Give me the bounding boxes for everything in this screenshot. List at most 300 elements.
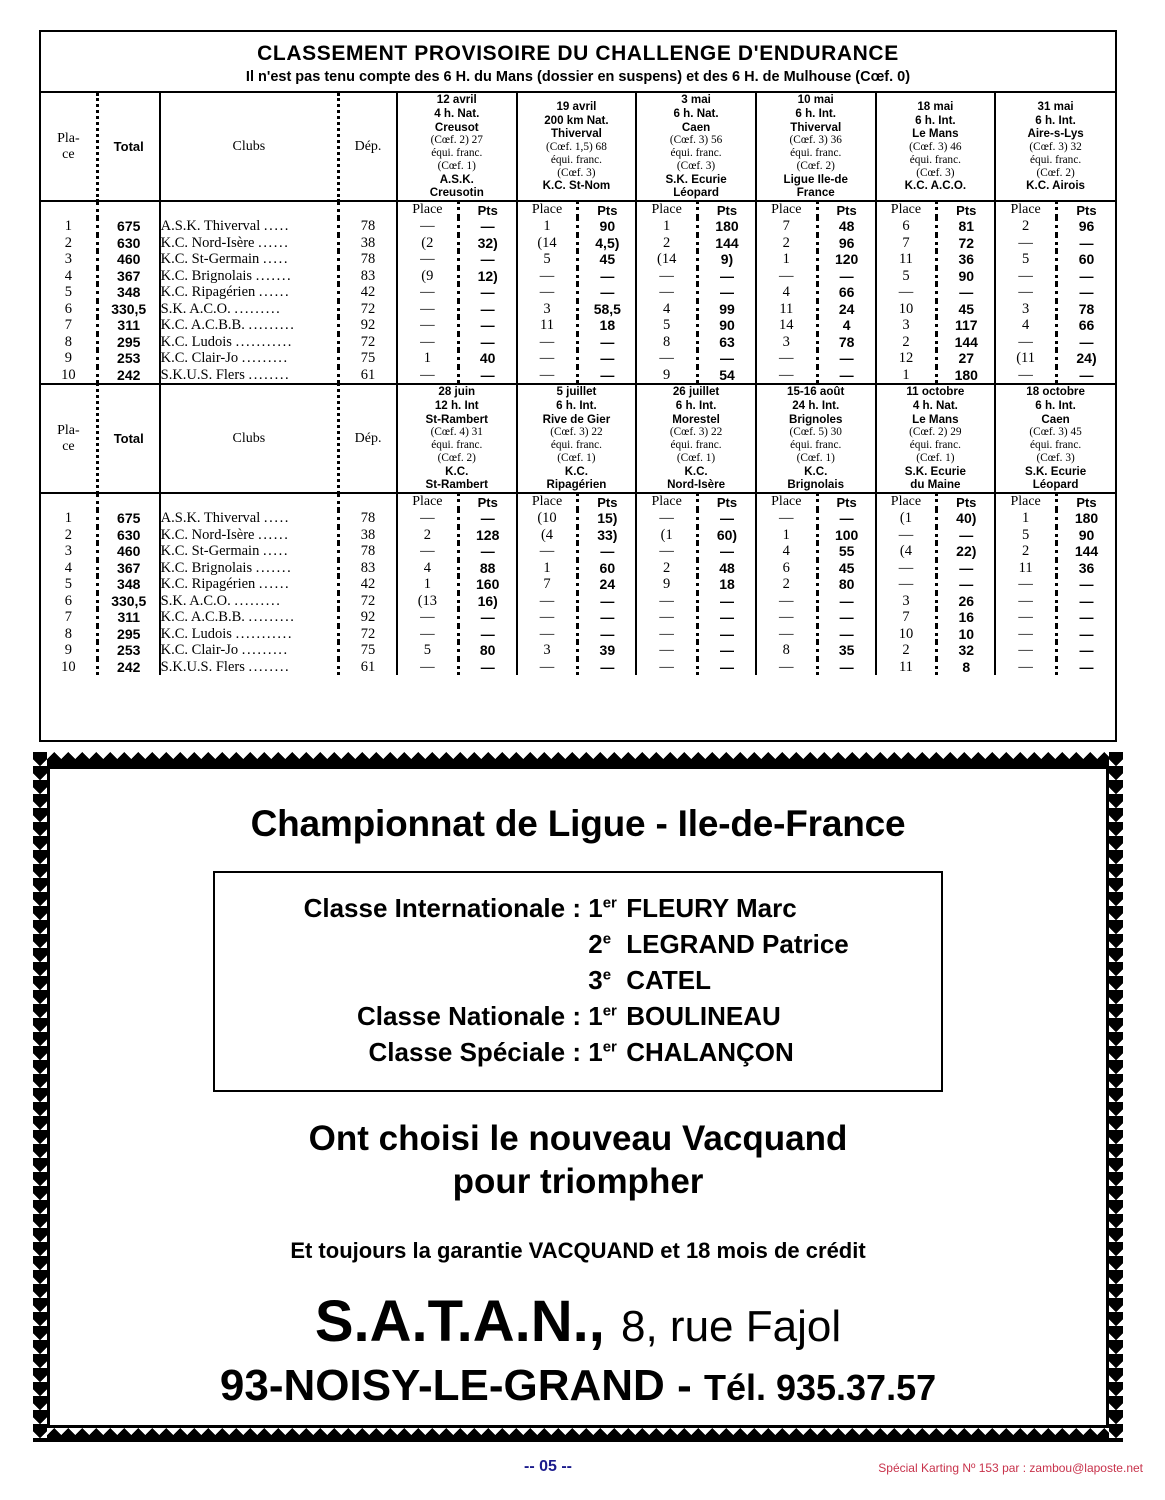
ad-class-line-5 (225, 1035, 931, 1071)
cell-event-place: — (636, 543, 697, 560)
cell-event-place: — (995, 593, 1056, 610)
cell-event-place: 5 (636, 317, 697, 334)
cell-event-place: 9 (636, 576, 697, 593)
cell-event-place: 2 (636, 560, 697, 577)
cell-event-pts: 90 (698, 317, 756, 334)
cell-dep: 78 (339, 218, 397, 235)
cell-place: 5 (41, 284, 97, 301)
cell-event-pts: 90 (1078, 526, 1095, 543)
cell-event-place: 4 (636, 301, 697, 318)
ad-class-line-3 (225, 963, 931, 999)
cell-club: K.C. Brignolais ....... (160, 560, 339, 577)
table-row (41, 659, 1115, 676)
cell-event-place: — (756, 659, 817, 676)
cell-event-place: — (636, 642, 697, 659)
table-row (41, 642, 1115, 659)
table-row (41, 317, 1115, 334)
cell-total: 460 (97, 543, 159, 560)
cell-event-place: — (995, 334, 1056, 351)
cell-event-pts: 32) (458, 235, 516, 252)
cell-event-place: 2 (636, 235, 697, 252)
ad-address: 8, rue Fajol (621, 1301, 842, 1351)
cell-place: 1 (41, 510, 97, 527)
cell-event-place: 11 (995, 560, 1056, 577)
cell-event-place: — (397, 218, 458, 235)
cell-club: K.C. St-Germain ..... (160, 543, 339, 560)
cell-event-place: (1 (876, 510, 937, 527)
ad-class-rank: 2e (588, 928, 612, 959)
cell-event-pts: — (1079, 234, 1094, 251)
cell-event-place: — (756, 593, 817, 610)
cell-event-place: 3 (517, 642, 578, 659)
ad-class-label: Classe Internationale : (303, 893, 581, 923)
zigzag-border-left (33, 752, 47, 1442)
cell-event-place: (13 (397, 593, 458, 610)
classement-table-block (39, 30, 1117, 742)
cell-event-pts: 180 (698, 218, 756, 235)
cell-event-place: 2 (756, 235, 817, 252)
cell-club: K.C. Ripagérien ...... (160, 576, 339, 593)
header-clubs: Clubs (160, 93, 339, 201)
cell-dep: 92 (339, 609, 397, 626)
subheader-place-5: Place (876, 493, 937, 510)
cell-event-pts: — (937, 284, 995, 301)
cell-event-place: 5 (517, 251, 578, 268)
cell-dep: 78 (339, 251, 397, 268)
cell-event-place: — (995, 367, 1056, 384)
cell-event-pts: — (578, 284, 636, 301)
cell-place: 9 (41, 642, 97, 659)
cell-event-place: (10 (517, 510, 578, 527)
cell-event-pts: 32 (937, 642, 995, 659)
ad-class-line-1 (225, 891, 931, 927)
cell-event-place: (11 (995, 350, 1056, 367)
cell-event-pts: — (817, 510, 875, 527)
spacer-total (97, 493, 159, 510)
ad-class-name: CATEL (626, 964, 711, 995)
cell-event-pts: — (578, 350, 636, 367)
cell-event-place: 7 (756, 218, 817, 235)
cell-club: A.S.K. Thiverval ..... (160, 218, 339, 235)
cell-dep: 61 (339, 367, 397, 384)
scan-credit: Spécial Karting Nº 153 par : zambou@laposte.net (878, 1461, 1143, 1475)
cell-event-pts: 33) (578, 527, 636, 544)
advertisement-block (33, 752, 1123, 1442)
cell-event-place: — (517, 334, 578, 351)
zigzag-border-top (33, 752, 1123, 766)
cell-event-place: — (397, 251, 458, 268)
event-header-row (41, 384, 1115, 493)
cell-event-pts: 60) (698, 527, 756, 544)
event-header-2: 5 juillet 6 h. Int. Rive de Gier (Cœf. 3) 22 équi. franc. (Cœf. 1) K.C. Ripagérien (517, 384, 637, 493)
cell-event-place: — (756, 609, 817, 626)
cell-event-pts: — (1079, 658, 1094, 675)
cell-event-pts: 100 (817, 527, 875, 544)
cell-event-pts: — (1079, 284, 1094, 300)
cell-event-place: — (636, 268, 697, 285)
ad-class-name: BOULINEAU (626, 1000, 781, 1031)
cell-event-place: — (876, 576, 937, 593)
cell-event-place: — (397, 510, 458, 527)
cell-event-place: — (756, 367, 817, 384)
ad-class-name: FLEURY Marc (626, 893, 797, 923)
cell-event-pts: — (817, 593, 875, 610)
cell-place: 2 (41, 527, 97, 544)
cell-event-place: — (397, 334, 458, 351)
ad-slogan (50, 1118, 1106, 1203)
page-footer (0, 1458, 1165, 1488)
cell-event-place: — (636, 609, 697, 626)
ad-class-name: CHALANÇON (626, 1036, 794, 1067)
cell-event-place: — (517, 543, 578, 560)
cell-event-place: 5 (995, 527, 1056, 544)
cell-event-place: — (397, 659, 458, 676)
cell-club: K.C. St-Germain ..... (160, 251, 339, 268)
cell-event-pts: 117 (937, 317, 995, 334)
cell-place: 7 (41, 609, 97, 626)
cell-event-pts: 40 (458, 350, 516, 367)
cell-event-place: — (397, 626, 458, 643)
cell-event-place: 2 (876, 334, 937, 351)
subheader-pts-4: Pts (817, 493, 875, 510)
cell-event-pts: 88 (458, 560, 516, 577)
cell-event-pts: — (458, 317, 516, 334)
event-header-5: 11 octobre 4 h. Nat. Le Mans (Cœf. 2) 29 équi. franc. (Cœf. 1) S.K. Ecurie du Maine (876, 384, 996, 493)
header-clubs: Clubs (160, 384, 339, 493)
cell-event-pts: — (458, 367, 516, 384)
cell-total: 630 (97, 235, 159, 252)
ad-brand: S.A.T.A.N., (314, 1288, 605, 1354)
cell-event-pts: — (817, 626, 875, 643)
cell-total: 348 (97, 284, 159, 301)
cell-event-place: 3 (876, 593, 937, 610)
cell-event-place: — (756, 510, 817, 527)
cell-event-pts: — (698, 268, 756, 285)
cell-event-pts: 80 (817, 576, 875, 593)
table-row (41, 251, 1115, 268)
cell-event-pts: 40) (937, 510, 995, 527)
cell-event-pts: 60 (578, 560, 636, 577)
cell-total: 630 (97, 527, 159, 544)
cell-event-place: — (995, 609, 1056, 626)
cell-dep: 78 (339, 543, 397, 560)
cell-club: K.C. Nord-Isère ...... (160, 527, 339, 544)
cell-event-place: 11 (517, 317, 578, 334)
spacer-clubs (160, 201, 339, 218)
cell-event-pts: — (458, 543, 516, 560)
subheader-place-2: Place (517, 201, 578, 218)
cell-event-place: — (397, 543, 458, 560)
table-row (41, 527, 1115, 544)
cell-event-pts: 36 (937, 251, 995, 268)
cell-event-pts: 36 (1078, 559, 1095, 576)
zigzag-border-bottom (33, 1428, 1123, 1442)
cell-event-place: 1 (517, 218, 578, 235)
cell-club: K.C. A.C.B.B. ......... (160, 317, 339, 334)
table-row (41, 560, 1115, 577)
cell-dep: 83 (339, 560, 397, 577)
ad-telephone: Tél. 935.37.57 (703, 1366, 937, 1408)
subheader-place-1: Place (397, 201, 458, 218)
cell-event-pts: — (698, 642, 756, 659)
cell-event-pts: 45 (817, 560, 875, 577)
cell-event-pts: — (578, 609, 636, 626)
cell-event-place: 4 (756, 284, 817, 301)
cell-club: S.K. A.C.O. ......... (160, 301, 339, 318)
subheader-pts-3: Pts (698, 493, 756, 510)
cell-event-pts: — (1079, 333, 1094, 350)
cell-event-place: 1 (517, 560, 578, 577)
cell-event-place: 2 (995, 543, 1056, 560)
cell-event-pts: 90 (937, 268, 995, 285)
table-row (41, 218, 1115, 235)
cell-event-pts: — (578, 268, 636, 285)
cell-place: 8 (41, 626, 97, 643)
cell-event-pts: 96 (817, 235, 875, 252)
cell-event-pts: — (698, 626, 756, 643)
cell-total: 311 (97, 609, 159, 626)
table-row (41, 367, 1115, 384)
cell-event-place: 3 (995, 301, 1056, 318)
cell-event-pts: — (578, 659, 636, 676)
cell-event-pts: 45 (937, 301, 995, 318)
cell-event-place: — (636, 350, 697, 367)
cell-event-pts: — (817, 268, 875, 285)
cell-event-pts: — (1079, 642, 1094, 658)
cell-event-pts: — (578, 543, 636, 560)
cell-club: K.C. Ludois ........... (160, 334, 339, 351)
cell-event-place: 1 (397, 350, 458, 367)
cell-event-place: — (397, 301, 458, 318)
cell-event-pts: — (1079, 366, 1094, 383)
cell-event-pts: — (937, 527, 995, 544)
cell-event-pts: — (698, 284, 756, 301)
cell-event-place: 3 (517, 301, 578, 318)
cell-event-place: 2 (756, 576, 817, 593)
cell-event-place: (14 (636, 251, 697, 268)
cell-event-pts: 4,5) (578, 235, 636, 252)
event-header-3: 26 juillet 6 h. Int. Morestel (Cœf. 3) 22 équi. franc. (Cœf. 1) K.C. Nord-Isère (636, 384, 756, 493)
ad-city-line (50, 1361, 1106, 1411)
subheader-pts-4: Pts (817, 201, 875, 218)
cell-event-pts: — (1079, 609, 1094, 625)
cell-event-place: 2 (995, 218, 1056, 235)
cell-event-place: 5 (876, 268, 937, 285)
cell-event-place: — (876, 284, 937, 301)
cell-event-place: 1 (397, 576, 458, 593)
header-dep: Dép. (339, 93, 397, 201)
standings-table-top (41, 93, 1115, 383)
ad-city: 93-NOISY-LE-GRAND (219, 1360, 665, 1410)
cell-dep: 83 (339, 268, 397, 285)
event-header-3: 3 mai 6 h. Nat. Caen (Cœf. 3) 56 équi. franc. (Cœf. 3) S.K. Ecurie Léopard (636, 93, 756, 201)
ad-class-name: LEGRAND Patrice (626, 928, 849, 959)
subheader-pts-5: Pts (937, 201, 995, 218)
cell-dep: 75 (339, 350, 397, 367)
cell-event-pts: 128 (458, 527, 516, 544)
cell-event-pts: 60 (1078, 251, 1095, 267)
spacer-clubs (160, 493, 339, 510)
cell-event-place: 1 (995, 510, 1056, 527)
cell-event-place: — (517, 284, 578, 301)
subheader-pts-5: Pts (937, 493, 995, 510)
cell-dep: 38 (339, 235, 397, 252)
cell-dep: 72 (339, 626, 397, 643)
cell-event-place: (14 (517, 235, 578, 252)
cell-event-place: 4 (397, 560, 458, 577)
cell-event-pts: — (937, 560, 995, 577)
cell-event-pts: 55 (817, 543, 875, 560)
cell-total: 675 (97, 218, 159, 235)
page-number: -- 05 -- (524, 1458, 572, 1475)
table-row (41, 235, 1115, 252)
cell-event-place: — (517, 593, 578, 610)
cell-event-pts: — (698, 510, 756, 527)
cell-club: S.K.U.S. Flers ........ (160, 659, 339, 676)
cell-event-place: — (995, 268, 1056, 285)
cell-event-place: 10 (876, 301, 937, 318)
cell-club: K.C. Ripagérien ...... (160, 284, 339, 301)
cell-event-pts: — (698, 659, 756, 676)
header-place: Pla- ce (41, 93, 97, 201)
cell-event-place: 7 (876, 609, 937, 626)
cell-event-place: 3 (756, 334, 817, 351)
cell-event-place: — (995, 626, 1056, 643)
cell-place: 3 (41, 251, 97, 268)
cell-total: 330,5 (97, 301, 159, 318)
cell-event-pts: 24 (817, 301, 875, 318)
cell-total: 460 (97, 251, 159, 268)
cell-event-pts: — (1079, 576, 1094, 592)
cell-event-pts: — (817, 659, 875, 676)
cell-event-place: 11 (876, 251, 937, 268)
standings-table-bottom (41, 383, 1115, 675)
cell-event-pts: 39 (578, 642, 636, 659)
cell-event-place: 5 (397, 642, 458, 659)
cell-event-pts: — (1079, 267, 1094, 284)
event-header-6: 18 octobre 6 h. Int. Caen (Cœf. 3) 45 équi. franc. (Cœf. 3) S.K. Ecurie Léopard (995, 384, 1115, 493)
cell-event-place: — (517, 626, 578, 643)
cell-event-pts: 96 (1078, 218, 1095, 234)
cell-event-pts: — (458, 301, 516, 318)
cell-total: 242 (97, 659, 159, 676)
ad-class-rank: 1er (588, 893, 617, 923)
cell-event-pts: 66 (817, 284, 875, 301)
table-row (41, 609, 1115, 626)
cell-event-pts: 8 (937, 659, 995, 676)
cell-total: 311 (97, 317, 159, 334)
cell-total: 253 (97, 642, 159, 659)
cell-event-place: 6 (876, 218, 937, 235)
cell-event-place: — (876, 527, 937, 544)
cell-event-pts: — (937, 576, 995, 593)
cell-event-place: 4 (756, 543, 817, 560)
cell-club: K.C. Nord-Isère ...... (160, 235, 339, 252)
cell-club: S.K. A.C.O. ......... (160, 593, 339, 610)
table-row (41, 268, 1115, 285)
subheader-pts-1: Pts (458, 493, 516, 510)
cell-place: 6 (41, 301, 97, 318)
cell-event-place: 5 (995, 251, 1056, 268)
cell-event-place: — (995, 576, 1056, 593)
header-dep: Dép. (339, 384, 397, 493)
subheader-pts-1: Pts (458, 201, 516, 218)
cell-place: 4 (41, 560, 97, 577)
cell-event-pts: 9) (698, 251, 756, 268)
cell-event-place: — (397, 317, 458, 334)
cell-event-pts: 18 (698, 576, 756, 593)
spacer-place (41, 493, 97, 510)
cell-event-pts: 22) (937, 543, 995, 560)
cell-event-place: — (636, 593, 697, 610)
cell-event-pts: 80 (458, 642, 516, 659)
cell-event-place: — (636, 659, 697, 676)
page-subtitle: Il n'est pas tenu compte des 6 H. du Mans (dossier en suspens) et des 6 H. de Mulhouse (Cœf. 0) (41, 69, 1115, 93)
cell-event-place: 12 (876, 350, 937, 367)
column-subheader-row (41, 201, 1115, 218)
cell-event-place: (9 (397, 268, 458, 285)
cell-event-pts: — (458, 659, 516, 676)
cell-event-place: — (995, 659, 1056, 676)
event-header-5: 18 mai 6 h. Int. Le Mans (Cœf. 3) 46 équi. franc. (Cœf. 3) K.C. A.C.O. (876, 93, 996, 201)
cell-event-pts: 72 (937, 235, 995, 252)
cell-event-place: 14 (756, 317, 817, 334)
table-row (41, 593, 1115, 610)
cell-event-pts: — (458, 609, 516, 626)
cell-event-place: 7 (876, 235, 937, 252)
cell-event-pts: — (817, 367, 875, 384)
cell-event-place: — (636, 510, 697, 527)
cell-event-place: — (756, 626, 817, 643)
ad-slogan-line1: Ont choisi le nouveau Vacquand (308, 1119, 848, 1159)
cell-event-pts: — (578, 593, 636, 610)
table-row (41, 284, 1115, 301)
cell-event-pts: — (698, 350, 756, 367)
cell-event-pts: — (578, 626, 636, 643)
subheader-place-3: Place (636, 493, 697, 510)
table-row (41, 334, 1115, 351)
cell-total: 330,5 (97, 593, 159, 610)
cell-event-pts: 78 (817, 334, 875, 351)
cell-event-pts: — (698, 609, 756, 626)
zigzag-border-right (1109, 752, 1123, 1442)
cell-place: 2 (41, 235, 97, 252)
cell-event-pts: — (1079, 625, 1094, 642)
cell-event-pts: — (458, 510, 516, 527)
page-title: CLASSEMENT PROVISOIRE DU CHALLENGE D'ENDURANCE (257, 42, 899, 65)
cell-event-place: — (517, 659, 578, 676)
cell-event-pts: 81 (937, 218, 995, 235)
cell-event-place: — (517, 268, 578, 285)
header-total: Total (97, 384, 159, 493)
cell-event-pts: 78 (1078, 300, 1095, 317)
cell-event-pts: 180 (937, 367, 995, 384)
cell-event-place: — (995, 235, 1056, 252)
cell-event-place: 9 (636, 367, 697, 384)
cell-event-pts: — (458, 251, 516, 268)
cell-total: 367 (97, 560, 159, 577)
ad-class-label: Classe Spéciale : (368, 1036, 581, 1067)
cell-event-place: 2 (876, 642, 937, 659)
ad-dash: - (677, 1360, 692, 1410)
cell-event-place: — (756, 350, 817, 367)
cell-event-pts: 144 (698, 235, 756, 252)
cell-event-place: (2 (397, 235, 458, 252)
cell-event-pts: 18 (578, 317, 636, 334)
ad-class-line-4 (225, 999, 931, 1035)
cell-event-pts: 26 (937, 593, 995, 610)
cell-event-place: 8 (636, 334, 697, 351)
